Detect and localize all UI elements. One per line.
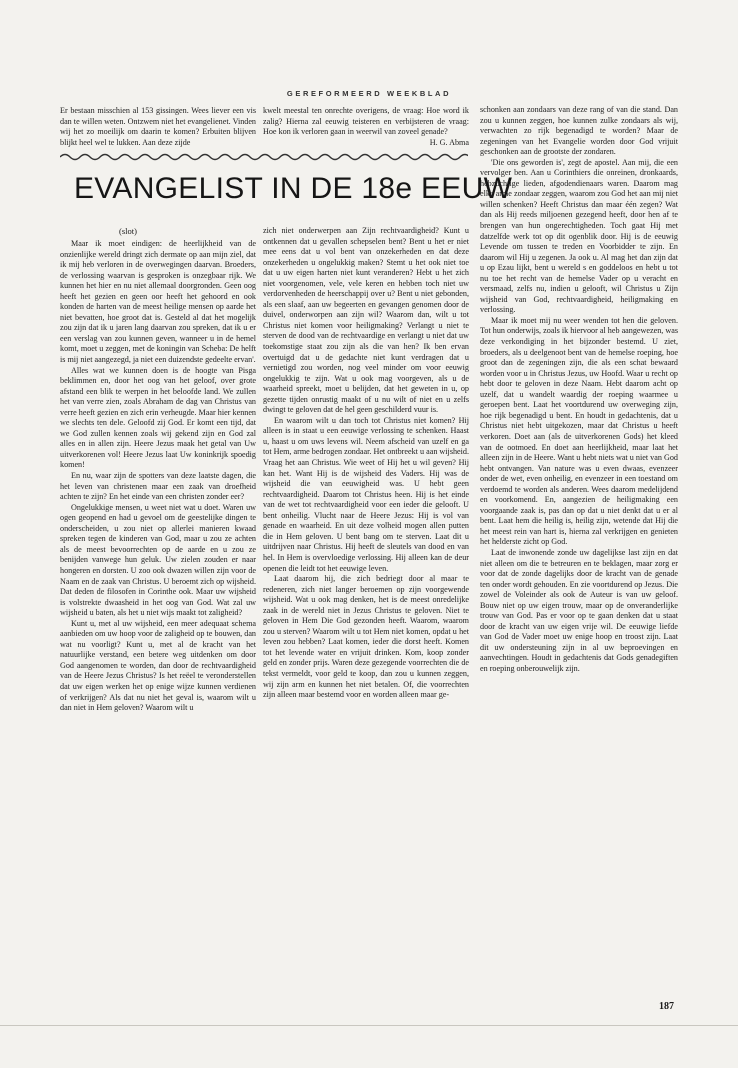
paragraph: Laat daarom hij, die zich bedriegt door al maar te redeneren, zich niet langer beroemen op zijn voorgewende wijsheid. Wat u ook mag denken, het is de meest onredelijke zaak in de wereld niet in Jezus Christus te geloven. Niet te geloven in Hem Die God gezonden heeft. Waarom, waarom zou u sterven? Waarom wilt u tot Hem niet komen, opdat u het leven zou hebben? Laat komen, ieder die dorst heeft. Komen tot het levende water en vrijuit drinken. Kom, koop zonder geld en zonder prijs. Waren deze gezegende voorrechten die de tekst vermeldt, voor geld te koop, dan zou u kunnen zeggen, wij zijn arm en kunnen het niet betalen. Of, die voorrechten zijn alleen maar bestemd voor en worden alleen maar ge- xyxy=(263,574,469,700)
paragraph: Maar ik moet eindigen: de heerlijkheid van de onzienlijke wereld dringt zich dermate op aan mijn ziel, dat ik mij heb verloren in de overwegingen daarvan. Broeders, de verlossing waarvan is gesproken is onzegbaar rijk. We kunnen het hier en nu niet allemaal doorgronden. Geen oog heeft het gezien en geen oor heeft het gehoord en ook konden de harten van de meest heilige mensen op aarde het niet bevatten, hoe groot dat is. Gesteld al dat het mogelijk zou zijn dat ik u jaren lang daarvan zou spreken, dat ik u er een verslag van zou kunnen geven, wanneer u in de hemel komt, moet u zeggen, met de koningin van Scheba: De helft is mij niet aangezegd, ja niet een duizendste gedeelte ervan'. xyxy=(60,239,256,365)
intro-left-text: Er bestaan misschien al 153 gissingen. Wees liever een vis dan te willen weten. Ontzwem niet het evangelienet. Vinden wij het zo moeilijk om daarin te komen? Erbuiten blijven blijkt heel wel te lukken. Aan deze zijde xyxy=(60,106,256,147)
column-3 xyxy=(480,105,678,675)
running-head: GEREFORMEERD WEEKBLAD xyxy=(286,89,452,98)
paragraph: Kunt u, met al uw wijsheid, een meer adequaat schema aanbieden om uw hoop voor de zaligheid op te bouwen, dan wat nu voorligt? Kunt u, met al de kracht van het natuurlijke verstand, een betere weg uitdenken om door God aangenomen te worden, dan door de rechtvaardigheid van de Heere Jezus Christus? Is het reëel te veronderstellen dat uw eigen werken het op enige wijze kunnen verdienen of verkrijgen? Als dat nu niet het geval is, waarom wilt u dan niet in Hem geloven? Waarom wilt u xyxy=(60,618,256,713)
intro-middle xyxy=(263,106,469,148)
paragraph: schonken aan zondaars van deze rang of van die stand. Dan zou u kunnen zeggen, hoe kunnen zulke zondaars als wij, verwachten zo rijk begenadigd te worden? Maar de zegeningen van het Evangelie worden door God vrijuit geschonken aan de grootste der zondaren. xyxy=(480,105,678,157)
page-number: 187 xyxy=(659,1001,674,1012)
paragraph: En nu, waar zijn de spotters van deze laatste dagen, die het leven van christenen maar een zaak van droefheid achten te zijn? En het einde van een christen zonder eer? xyxy=(60,471,256,502)
intro-signature: H. G. Abma xyxy=(429,137,469,147)
paragraph: Maar ik moet mij nu weer wenden tot hen die geloven. Tot hun onderwijs, zoals ik hiervoor al heb aangewezen, was deze verkondiging in het bijzonder bestemd. U ziet, broeders, als u deelgenoot bent van de hemelse roeping, hoe groot dan de zegeningen zijn, die als een schat bewaard worden voor u in Christus Jezus, uw Hoofd. Waar u recht op hebt door te geloven in deze Naam. Hebt daarom acht op uzelf, dat u wandelt waardig der roeping waarmee u geroepen bent. Laat het voortdurend uw overweging zijn, hoe rijk begenadigd u bent. En houdt in gedachtenis, dat u Christus niet hebt uitgekozen, maar dat Christus u heeft verkoren. Doet aan (als de uitverkorenen Gods) het kleed van de ootmoed. En doet aan heerlijkheid, maar laat het alleen zijn in de Heere. Want u hebt niets wat u niet van God hebt ontvangen. Van nature was u even dwaas, evenzeer onder de wet, even onheilig, en evenzeer in een toestand om verdoemd te worden als anderen. Wees daarom medelijdend en voorkomend. En, aangezien de heiligmaking een voorgaande zaak is, pas dan op dat u niet denkt dat u er al bent. Laat hem die heilig is, heilig zijn, wetende dat Hij die het meest rein van hart is, hierna zal verkrijgen en genieten het helderste zicht op God. xyxy=(480,315,678,547)
paragraph: Ongelukkige mensen, u weet niet wat u doet. Waren uw ogen geopend en had u gevoel om de geestelijke dingen te onderscheiden, u zou niet op allerlei manieren kwaad spreken tegen de kinderen van God, maar u zou ze achten als de meest bevoorrechten op de aarde en u zou ze benijden vanwege hun geluk. Uw zielen zouden er naar hongeren en dorsten. U zoo ook dwazen willen zijn voor de Naam en de zaak van Christus. U beroemt zich op wijsheid. Dat deden de filosofen in Corinthe ook. Maar uw wijsheid is volstrekte dwaasheid in het oog van God. Wat zal uw wijsheid u baten, als het u niet wijs maakt tot zaligheid? xyxy=(60,502,256,618)
paragraph: Laat de inwonende zonde uw dagelijkse last zijn en dat niet alleen om die te betreuren en te beklagen, maar zorg er voor dat de zonde dagelijks door de kracht van de genade ten onder wordt gehouden. En zie voortdurend op Jezus. Die zowel de Voleinder als ook de Auteur is van uw geloof. Bouw niet op uw eigen trouw, maar op de onveranderlijke trouw van God. Pas er voor op te gaan denken dat u staat door de kracht van uw eigen vrije wil. De eeuwige liefde van God de Vader moet uw enige hoop en troost zijn. Laat dit uw ondersteuning zijn in al uw beproevingen en aanvechtingen. Houdt in gedachtenis dat Gods genadegiften en roeping onberouwelijk zijn. xyxy=(480,547,678,673)
column-2 xyxy=(263,226,469,701)
intro-middle-text: kwelt meestal ten onrechte overigens, de vraag: Hoe word ik zalig? Hierna zal eeuwig teisteren en verbijsteren de vraag: Hoe kon ik verloren gaan in weerwil van zoveel genade? xyxy=(263,106,469,137)
paragraph: En waarom wilt u dan toch tot Christus niet komen? Hij alleen is in staat u een eeuwige verlossing te schenken. Haast u, haast u om uws levens wil. Neem afscheid van uzelf en ga tot Hem, arme bedrogen zondaar. Het ontbreekt u aan wijsheid. Vraag het aan Christus. Wie weet of Hij het u wil geven? Hij kan het. Want Hij is de wijsheid des Vaders. Hij was de wijsheid die van eeuwigheid was. U hebt geen rechtvaardigheid. Daarom tot Christus heen. Hij is het einde van de wet tot rechtvaardigheid voor een ieder die gelooft. U bent onheilig. Vlucht naar de Heere Jezus: Hij is vol van genade en waarheid. En uit deze volheid mogen allen putten die in Hem geloven. U bent bang om te sterven. Laat dit u uitdrijven naar Christus. Hij heeft de sleutels van dood en van hel. In Hem is overvloedige verlossing. Hij alleen kan de deur openen die leidt tot het eeuwige leven. xyxy=(263,415,469,573)
intro-left xyxy=(60,106,256,148)
paragraph: 'Die ons geworden is', zegt de apostel. Aan mij, die een vervolger ben. Aan u Corinthiers die onreinen, dronkaards, hebzuchtige lieden, afgodendienaars waren. Daarom mag elke arme zondaar zeggen, waarom zou God het aan mij niet willen schenken? Heeft Christus dan maar één zegen? Wat dan als Hij reeds miljoenen gezegend heeft, door hen af te brengen van hun ongerechtigheden. Toch gaat Hij met datzelfde werk tot op dit ogenblik door. Hij is de eeuwig Levende om tussen te treden en Voorbidder te zijn. En daarom wil Hij u zegenen. Ja ook u. Al mag het dan zijn dat u op Ezau lijkt, bent u wereld s en goddeloos en hebt u tot nu toe het recht van de hemelse Vader op u veracht en versmaad, zelfs nu, indien u gelooft, wil Christus u Zijn wijsheid van God, rechtvaardigheid, heiligmaking en verlossing. xyxy=(480,157,678,315)
article-subtitle: (slot) xyxy=(119,226,137,236)
page-edge-line xyxy=(0,1025,738,1026)
paragraph: Alles wat we kunnen doen is de hoogte van Pisga beklimmen en, door het oog van het geloof, over grote afstand een blik te werpen in het beloofde land. We zullen het van verre zien, zoals Abraham de dag van Christus van verre heeft gezien en zich erin verheugde. Maar hier kennen we slechts ten dele. Geloofd zij God. Er komt een tijd, dat we God zullen kennen zoals wij gekend zijn en God zal alles en in allen zijn. Heere Jezus maak het getal van Uw uitverkorenen vol! Heere Jezus laat Uw koninkrijk spoedig komen! xyxy=(60,365,256,470)
paragraph: zich niet onderwerpen aan Zijn rechtvaardigheid? Kunt u ontkennen dat u gevallen schepselen bent? Bent u het er niet mee eens dat u vol bent van onzekerheden en dat deze onzekerheden u ongelukkig maken? Stemt u het ook niet toe dat u uw eigen harten niet kunt veranderen? Hebt u het zich niet voorgenomen, vele, vele keren en hebben toch niet uw verdorvenheden de heerschappij over u? Bent u niet gebonden, als een slaaf, aan uw begeerten en gevangen genomen door de duivel, onderworpen aan zijn wil? Waarom dan, wilt u tot Christus niet komen voor heiligmaking? Verlangt u niet te sterven de dood van de rechtvaardige en verlangt u niet dat uw toekomstige staat zou zijn als die van hen? Ik ben ervan overtuigd dat u de gedachte niet kunt verdragen dat u vernietigd zou worden, nog veel minder om voor eeuwig ongelukkig te zijn. Wat u ook mag voorgeven, als u de waarheid spreekt, moet u belijden, dat het geweten in u, op gezette tijden onrustig maakt of u nu wilt of niet en u zelfs dwingt te geloven dat de hel geen geschilderd vuur is. xyxy=(263,226,469,415)
wavy-divider xyxy=(60,151,468,163)
column-1 xyxy=(60,239,256,714)
article-title: EVANGELIST IN DE 18e EEUW xyxy=(74,172,513,205)
